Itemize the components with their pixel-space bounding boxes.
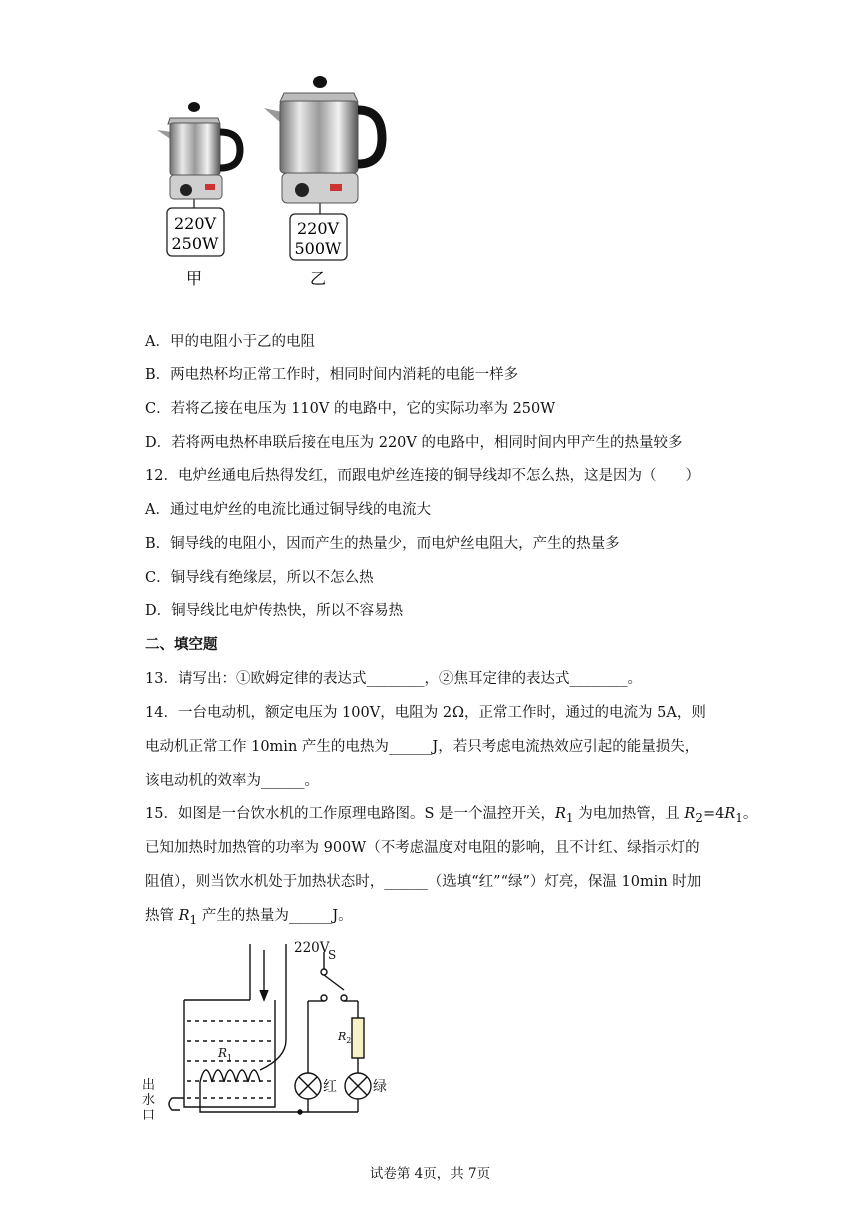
q14-line3: 该电动机的效率为______。 (145, 773, 319, 789)
section-fill-blank-heading: 二、填空题 (145, 636, 218, 653)
kettle-jia-voltage: 220V (173, 214, 217, 233)
q11-option-d: D．若将两电热杯串联后接在电压为 220V 的电路中，相同时间内甲产生的热量较多 (145, 435, 683, 451)
kettle-figure (0, 0, 860, 300)
q14-line2: 电动机正常工作 10min 产生的电热为______J，若只考虑电流热效应引起的能量损失， (145, 739, 700, 755)
q11-option-c: C．若将乙接在电压为 110V 的电路中，它的实际功率为 250W (145, 401, 556, 417)
outlet-label-3: 口 (142, 1108, 156, 1123)
kettle-jia-caption: 甲 (185, 269, 203, 288)
q12-option-d: D．铜导线比电炉传热快，所以不容易热 (145, 603, 404, 619)
circuit-r1-label: $R_1$ (218, 1046, 233, 1063)
kettle-yi-caption: 乙 (309, 269, 327, 288)
page-footer: 试卷第 4页，共 7页 (369, 1166, 491, 1182)
q15-line3: 阻值），则当饮水机处于加热状态时，______（选填“红”“绿”）灯亮，保温 10min 时加 (145, 874, 702, 890)
circuit-red-lamp-label: 红 (323, 1079, 337, 1095)
q12-stem: 12．电炉丝通电后热得发红，而跟电炉丝连接的铜导线却不怎么热，这是因为（ ） (145, 468, 700, 484)
q15-line1: 15．如图是一台饮水机的工作原理电路图。S 是一个温控开关，$R_1$ 为电加热管，且 $R_2=4R_1$。 (145, 806, 758, 825)
q15-line2: 已知加热时加热管的功率为 900W（不考虑温度对电阻的影响，且不计红、绿指示灯的 (145, 840, 700, 856)
kettle-jia-power: 250W (171, 234, 219, 253)
q12-option-a: A．通过电炉丝的电流比通过铜导线的电流大 (145, 502, 431, 518)
outlet-label-2: 水 (142, 1093, 156, 1108)
circuit-green-lamp-label: 绿 (373, 1079, 387, 1095)
q11-option-a: A．甲的电阻小于乙的电阻 (145, 334, 315, 350)
circuit-switch-label: S (328, 948, 337, 962)
q13-text: 13．请写出：①欧姆定律的表达式________，②焦耳定律的表达式________。 (145, 671, 642, 687)
q15-line4: 热管 $R_1$ 产生的热量为______J。 (145, 908, 353, 927)
q12-option-b: B．铜导线的电阻小，因而产生的热量少，而电炉丝电阻大，产生的热量多 (145, 536, 620, 552)
circuit-r2-label: $R_2$ (338, 1030, 352, 1046)
circuit-voltage-label: 220V (294, 940, 330, 956)
outlet-label-1: 出 (142, 1078, 156, 1093)
q14-line1: 14．一台电动机，额定电压为 100V，电阻为 2Ω，正常工作时，通过的电流为 5A，则 (145, 705, 706, 721)
q12-option-c: C．铜导线有绝缘层，所以不怎么热 (145, 570, 374, 586)
kettle-yi-voltage: 220V (296, 219, 340, 238)
kettle-yi-power: 500W (294, 239, 342, 258)
q11-option-b: B．两电热杯均正常工作时，相同时间内消耗的电能一样多 (145, 367, 519, 383)
